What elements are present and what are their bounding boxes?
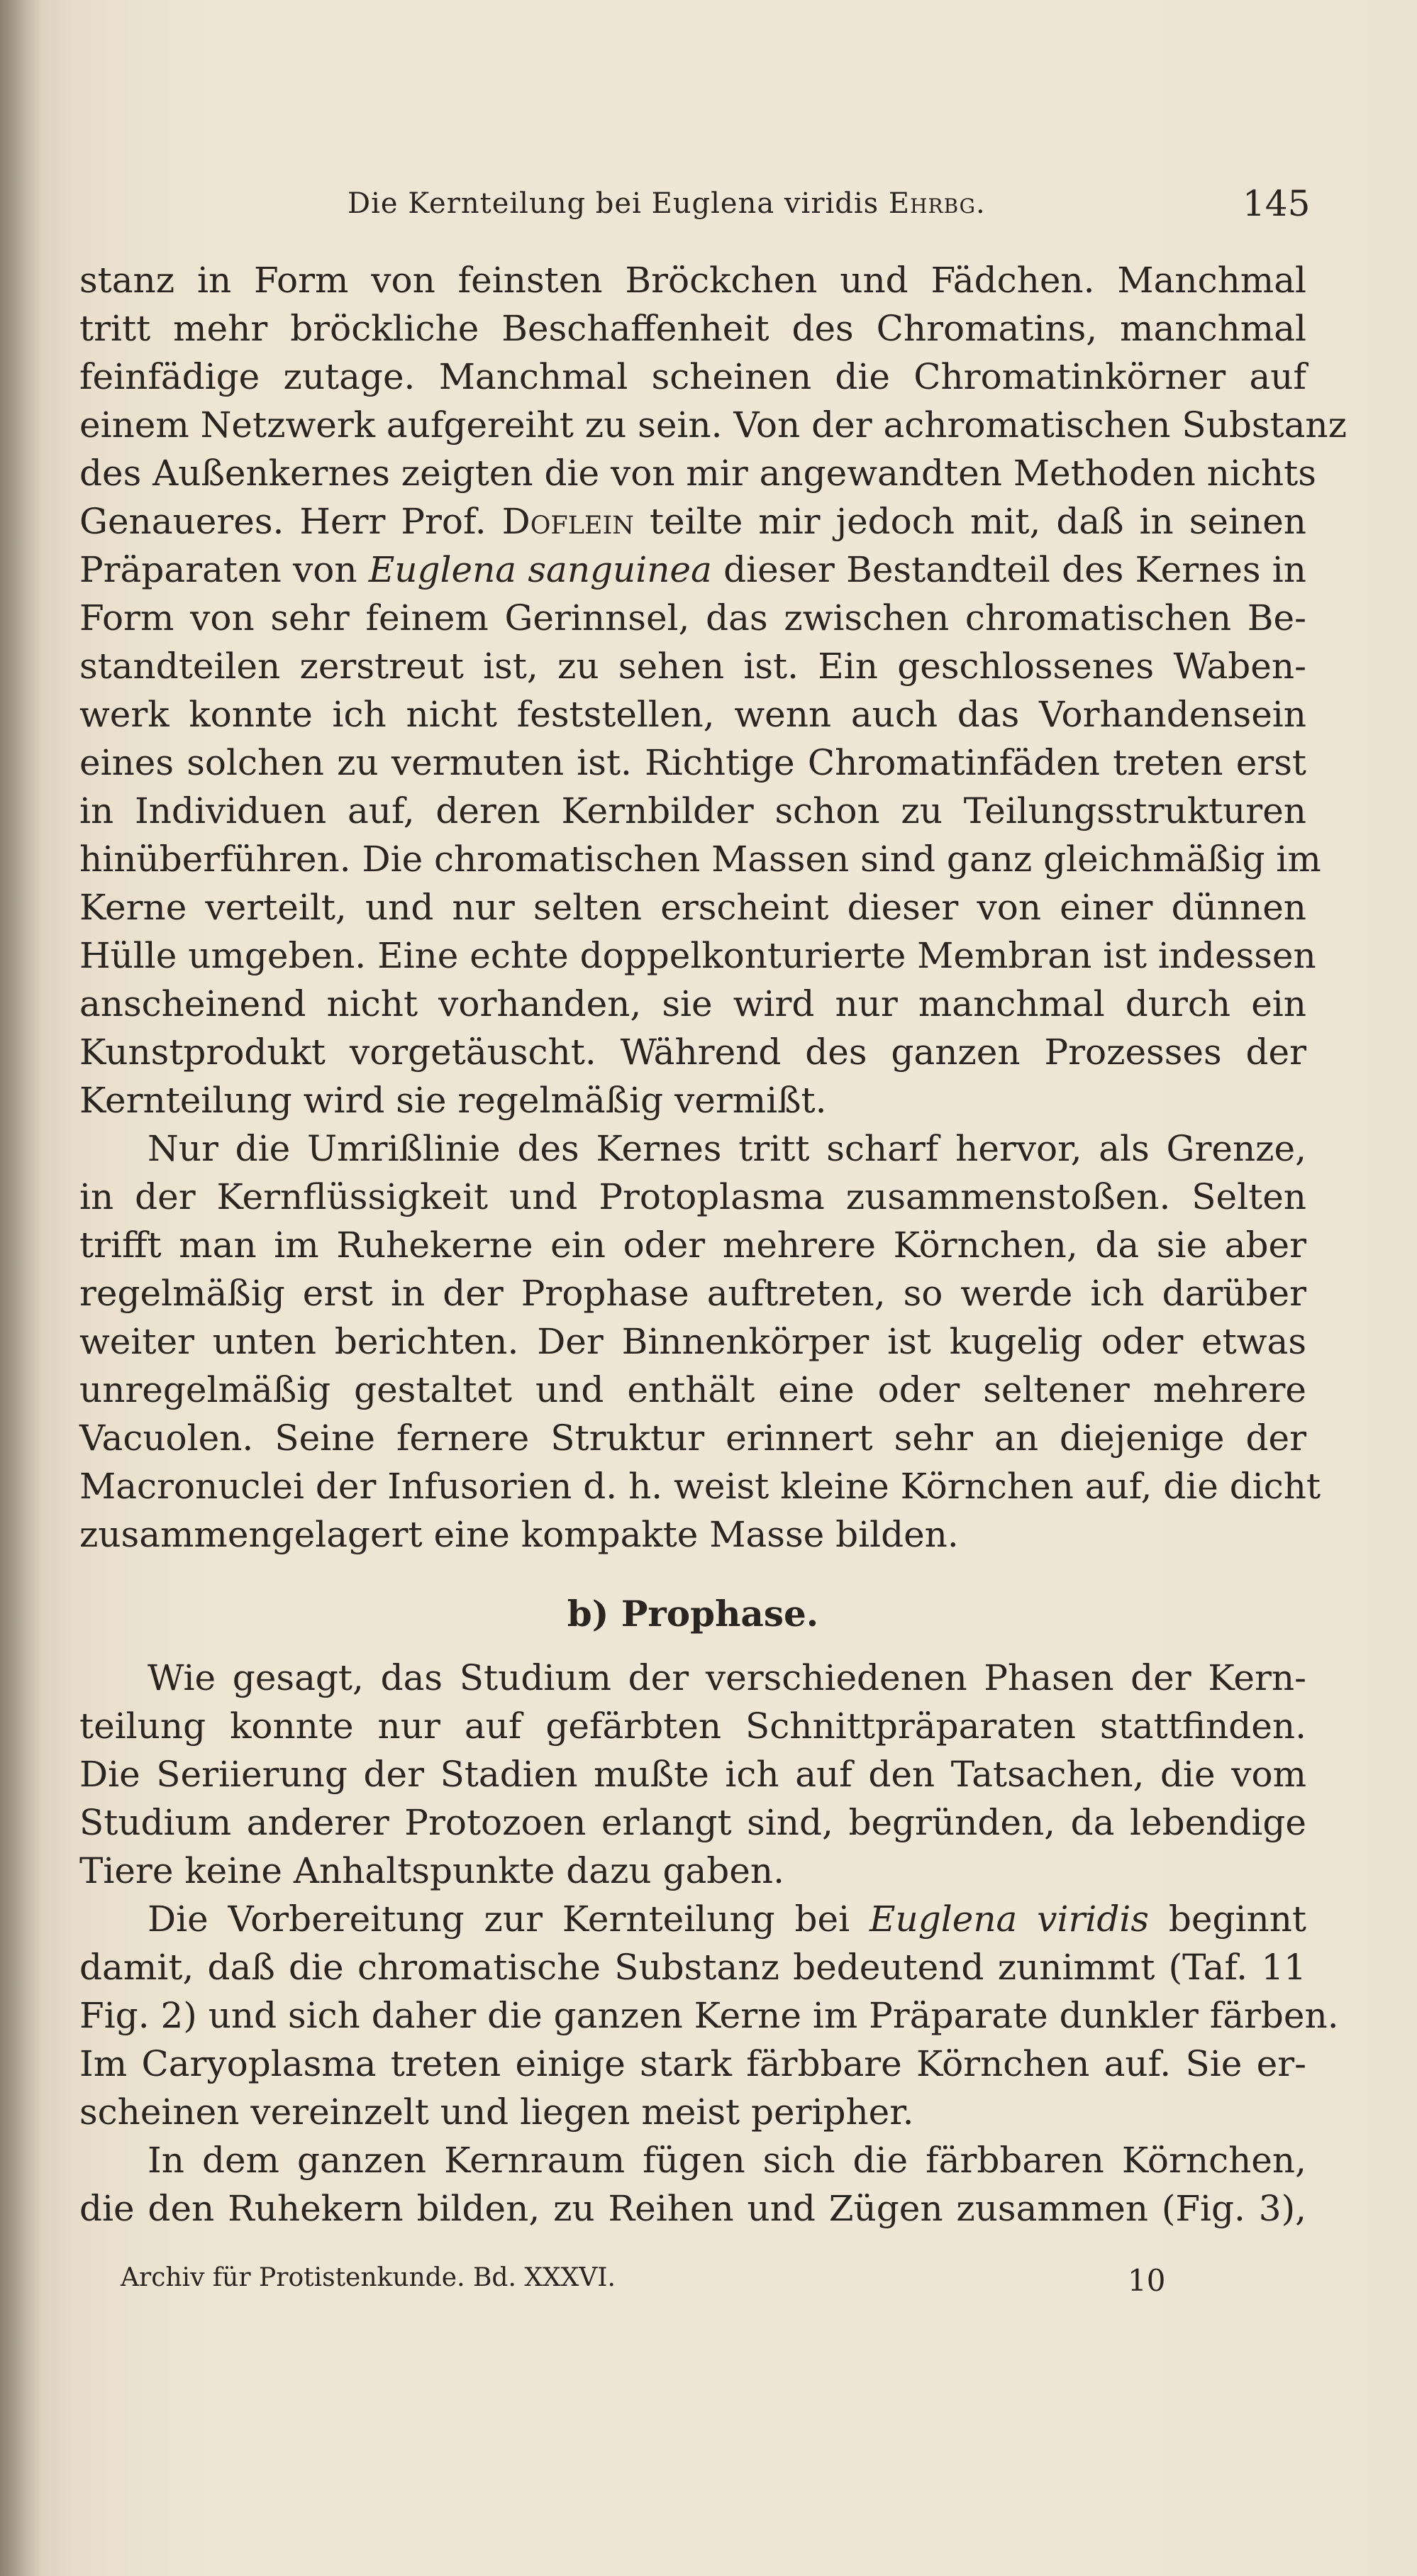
- text-line: In dem ganzen Kernraum fügen sich die färbbaren Körnchen,: [148, 2140, 1306, 2181]
- paragraph-2: [79, 1124, 1321, 1559]
- text-line: scheinen vereinzelt und liegen meist peripher.: [79, 2091, 914, 2133]
- text-line: hinüberführen. Die chromatischen Massen sind ganz gleichmäßig im: [79, 839, 1321, 880]
- running-title-author: Ehrbg.: [888, 187, 986, 220]
- text-run: dieser Bestandteil des Kernes in: [723, 549, 1306, 590]
- text-run: Genaueres. Herr Prof.: [79, 501, 487, 542]
- text-line: in Individuen auf, deren Kernbilder schon zu Teilungsstrukturen: [79, 790, 1306, 831]
- text-line: einem Netzwerk aufgereiht zu sein. Von der achromatischen Substanz: [79, 404, 1347, 446]
- section-heading: b) Prophase.: [567, 1593, 819, 1635]
- text-line: Vacuolen. Seine fernere Struktur erinnert sehr an diejenige der: [79, 1417, 1306, 1459]
- text-line: damit, daß die chromatische Substanz bedeutend zunimmt (Taf. 11: [79, 1947, 1306, 1988]
- signature-mark: 10: [1128, 2263, 1166, 2298]
- author-name: Doflein: [501, 501, 634, 542]
- text-line: unregelmäßig gestaltet und enthält eine oder seltener mehrere: [79, 1369, 1306, 1410]
- text-line: des Außenkernes zeigten die von mir angewandten Methoden nichts: [79, 453, 1316, 494]
- text-line: Im Caryoplasma treten einige stark färbbare Körnchen auf. Sie er-: [79, 2043, 1306, 2084]
- text-line: [79, 497, 1306, 546]
- paragraph-5: [79, 2136, 1306, 2233]
- running-title-text: Die Kernteilung bei Euglena viridis: [348, 187, 879, 220]
- text-line: weiter unten berichten. Der Binnenkörper ist kugelig oder etwas: [79, 1321, 1306, 1362]
- text-line: Kernteilung wird sie regelmäßig vermißt.: [79, 1080, 827, 1121]
- text-run: beginnt: [1168, 1898, 1306, 1940]
- text-line: regelmäßig erst in der Prophase auftreten, so werde ich darüber: [79, 1273, 1306, 1314]
- text-line: anscheinend nicht vorhanden, sie wird nur manchmal durch ein: [79, 983, 1306, 1024]
- paragraph-1: [79, 256, 1347, 1124]
- text-line: Form von sehr feinem Gerinnsel, das zwischen chromatischen Be-: [79, 597, 1306, 639]
- text-line: Hülle umgeben. Eine echte doppelkonturierte Membran ist indessen: [79, 935, 1316, 976]
- text-line: trifft man im Ruhekerne ein oder mehrere Körnchen, da sie aber: [79, 1225, 1306, 1266]
- text-line: Nur die Umrißlinie des Kernes tritt scharf hervor, als Grenze,: [148, 1128, 1306, 1169]
- paragraph-3: [79, 1654, 1306, 1895]
- text-run: teilte mir jedoch mit, daß in seinen: [649, 501, 1306, 542]
- text-run: Die Vorbereitung zur Kernteilung bei: [148, 1898, 850, 1940]
- text-line: Macronuclei der Infusorien d. h. weist kleine Körnchen auf, die dicht: [79, 1466, 1321, 1507]
- running-title: [348, 187, 986, 220]
- text-line: Die Seriierung der Stadien mußte ich auf den Tatsachen, die vom: [79, 1754, 1306, 1795]
- page-footer: [121, 2263, 1170, 2306]
- text-line: zusammengelagert eine kompakte Masse bilden.: [79, 1514, 959, 1555]
- species-name: Euglena sanguinea: [368, 549, 712, 590]
- text-line: [79, 1895, 1306, 1943]
- text-line: eines solchen zu vermuten ist. Richtige Chromatinfäden treten erst: [79, 742, 1306, 783]
- text-line: standteilen zerstreut ist, zu sehen ist. Ein geschlossenes Waben-: [79, 646, 1306, 687]
- text-line: Wie gesagt, das Studium der verschiedenen Phasen der Kern-: [148, 1657, 1306, 1698]
- text-line: Tiere keine Anhaltspunkte dazu gaben.: [79, 1850, 784, 1891]
- text-line: Studium anderer Protozoen erlangt sind, begründen, da lebendige: [79, 1802, 1306, 1843]
- journal-footer: Archiv für Protistenkunde. Bd. XXXVI.: [121, 2263, 616, 2292]
- text-line: teilung konnte nur auf gefärbten Schnittpräparaten stattfinden.: [79, 1706, 1306, 1747]
- page-header: [0, 177, 1417, 234]
- paragraph-4: [79, 1895, 1339, 2136]
- text-line: die den Ruhekern bilden, zu Reihen und Zügen zusammen (Fig. 3),: [79, 2188, 1306, 2229]
- text-line: stanz in Form von feinsten Bröckchen und Fädchen. Manchmal: [79, 260, 1306, 301]
- species-name: Euglena viridis: [869, 1898, 1150, 1940]
- text-line: werk konnte ich nicht feststellen, wenn auch das Vorhandensein: [79, 694, 1306, 735]
- text-line: [79, 546, 1306, 594]
- binding-shadow: [0, 0, 43, 2576]
- body-text: [79, 256, 1347, 2233]
- page-number: 145: [1243, 183, 1311, 224]
- text-line: in der Kernflüssigkeit und Protoplasma zusammenstoßen. Selten: [79, 1176, 1306, 1217]
- text-line: feinfädige zutage. Manchmal scheinen die Chromatinkörner auf: [79, 356, 1306, 397]
- text-line: Fig. 2) und sich daher die ganzen Kerne im Präparate dunkler färben.: [79, 1995, 1339, 2036]
- text-line: Kerne verteilt, und nur selten erscheint dieser von einer dünnen: [79, 887, 1306, 928]
- text-line: tritt mehr bröckliche Beschaffenheit des Chromatins, manchmal: [79, 308, 1306, 349]
- text-line: Kunstprodukt vorgetäuscht. Während des ganzen Prozesses der: [79, 1032, 1306, 1073]
- text-run: Präparaten von: [79, 549, 357, 590]
